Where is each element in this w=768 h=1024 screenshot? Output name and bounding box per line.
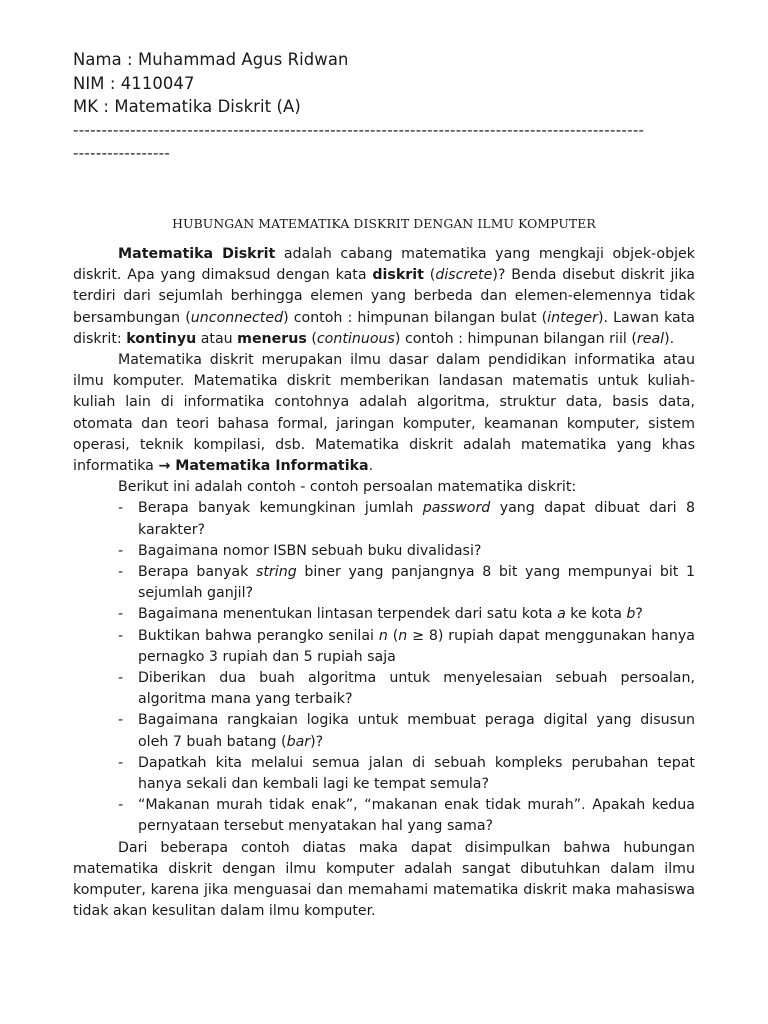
list-item: - “Makanan murah tidak enak”, “makanan enak tidak murah”. Apakah kedua pernyataan tersebut menyatakan hal yang sama? <box>118 797 695 835</box>
bullet-dash: - <box>118 606 124 623</box>
italic-term: discrete <box>435 267 493 284</box>
examples-list <box>73 498 695 837</box>
student-nim-line: NIM : 4110047 <box>73 73 195 93</box>
bold-term: diskrit <box>372 267 424 284</box>
list-item: - Bagaimana nomor ISBN sebuah buku divalidasi? <box>118 541 695 562</box>
document-title: HUBUNGAN MATEMATIKA DISKRIT DENGAN ILMU KOMPUTER <box>172 216 596 231</box>
list-item: - Bagaimana rangkaian logika untuk membuat peraga digital yang disusun oleh 7 buah batang (bar)? <box>118 712 695 750</box>
italic-term: continuous <box>316 330 395 347</box>
list-item: - Berapa banyak string biner yang panjangnya 8 bit yang mempunyai bit 1 sejumlah ganjil? <box>118 564 695 602</box>
bullet-dash: - <box>118 712 124 729</box>
paragraph-role: Matematika diskrit merupakan ilmu dasar dalam pendidikan informatika atau ilmu komputer. Matematika diskrit memberikan landasan matematis untuk kuliah-kuliah lain di informatika contohnya adalah algoritma, struktur data, basis data, otomata dan teori bahasa formal, jaringan komputer, keamanan komputer, sistem operasi, teknik kompilasi, dsb. Matematika diskrit adalah matematika yang khas informatika → Matematika Informatika. <box>73 352 695 475</box>
list-item: - Berapa banyak kemungkinan jumlah password yang dapat dibuat dari 8 karakter? <box>118 500 695 538</box>
list-item: - Buktikan bahwa perangko senilai n (n ≥ 8) rupiah dapat menggunakan hanya pernagko 3 rupiah dan 5 rupiah saja <box>118 627 695 665</box>
bold-term: Matematika Diskrit <box>118 246 276 262</box>
bullet-dash: - <box>118 542 124 559</box>
bold-term: Matematika Informatika <box>170 458 369 475</box>
list-item: - Dapatkah kita melalui semua jalan di sebuah kompleks perubahan tepat hanya sekali dan kembali lagi ke tempat semula? <box>118 754 695 793</box>
student-header <box>73 48 713 119</box>
paragraph-definition: Matematika Diskrit adalah cabang matematika yang mengkaji objek-objek diskrit. Apa yang dimaksud dengan kata diskrit (discrete)? Benda disebut diskrit jika terdiri dari sejumlah berhingga elemen yang berbeda dan elemen-elemennya tidak bersambungan (unconnected) contoh : himpunan bilangan bulat (integer). Lawan kata diskrit: kontinyu atau menerus (continuous) contoh : himpunan bilangan riil (real). <box>73 246 696 347</box>
document-body <box>73 244 695 923</box>
list-item: - Diberikan dua buah algoritma untuk menyelesaian sebuah persoalan, algoritma mana yang terbaik? <box>118 670 695 708</box>
bold-term: kontinyu <box>126 330 197 347</box>
separator-line-continued: ----------------- <box>73 144 171 162</box>
paragraph-examples-intro: Berikut ini adalah contoh - contoh persoalan matematika diskrit: <box>118 479 577 496</box>
italic-term: unconnected <box>190 309 284 326</box>
bullet-dash: - <box>118 670 124 687</box>
right-arrow-icon: → <box>158 458 171 475</box>
bullet-dash: - <box>118 564 124 581</box>
bullet-dash: - <box>118 500 124 517</box>
paragraph-conclusion: Dari beberapa contoh diatas maka dapat disimpulkan bahwa hubungan matematika diskrit dengan ilmu komputer adalah sangat dibutuhkan dalam ilmu komputer, karena jika menguasai dan memahami matematika diskrit maka mahasiswa tidak akan kesulitan dalam ilmu komputer. <box>73 839 695 920</box>
bullet-dash: - <box>118 627 124 644</box>
bold-term: menerus <box>237 330 307 347</box>
bullet-dash: - <box>118 797 124 814</box>
course-line: MK : Matematika Diskrit (A) <box>73 97 301 116</box>
separator-line: ---------------------------------------------------------------------------------------------------- <box>73 121 645 139</box>
list-item: - Bagaimana menentukan lintasan terpendek dari satu kota a ke kota b? <box>118 604 695 625</box>
italic-term: real <box>636 330 665 347</box>
italic-term: integer <box>547 309 598 326</box>
bullet-dash: - <box>118 754 124 771</box>
student-name-line: Nama : Muhammad Agus Ridwan <box>73 50 349 69</box>
